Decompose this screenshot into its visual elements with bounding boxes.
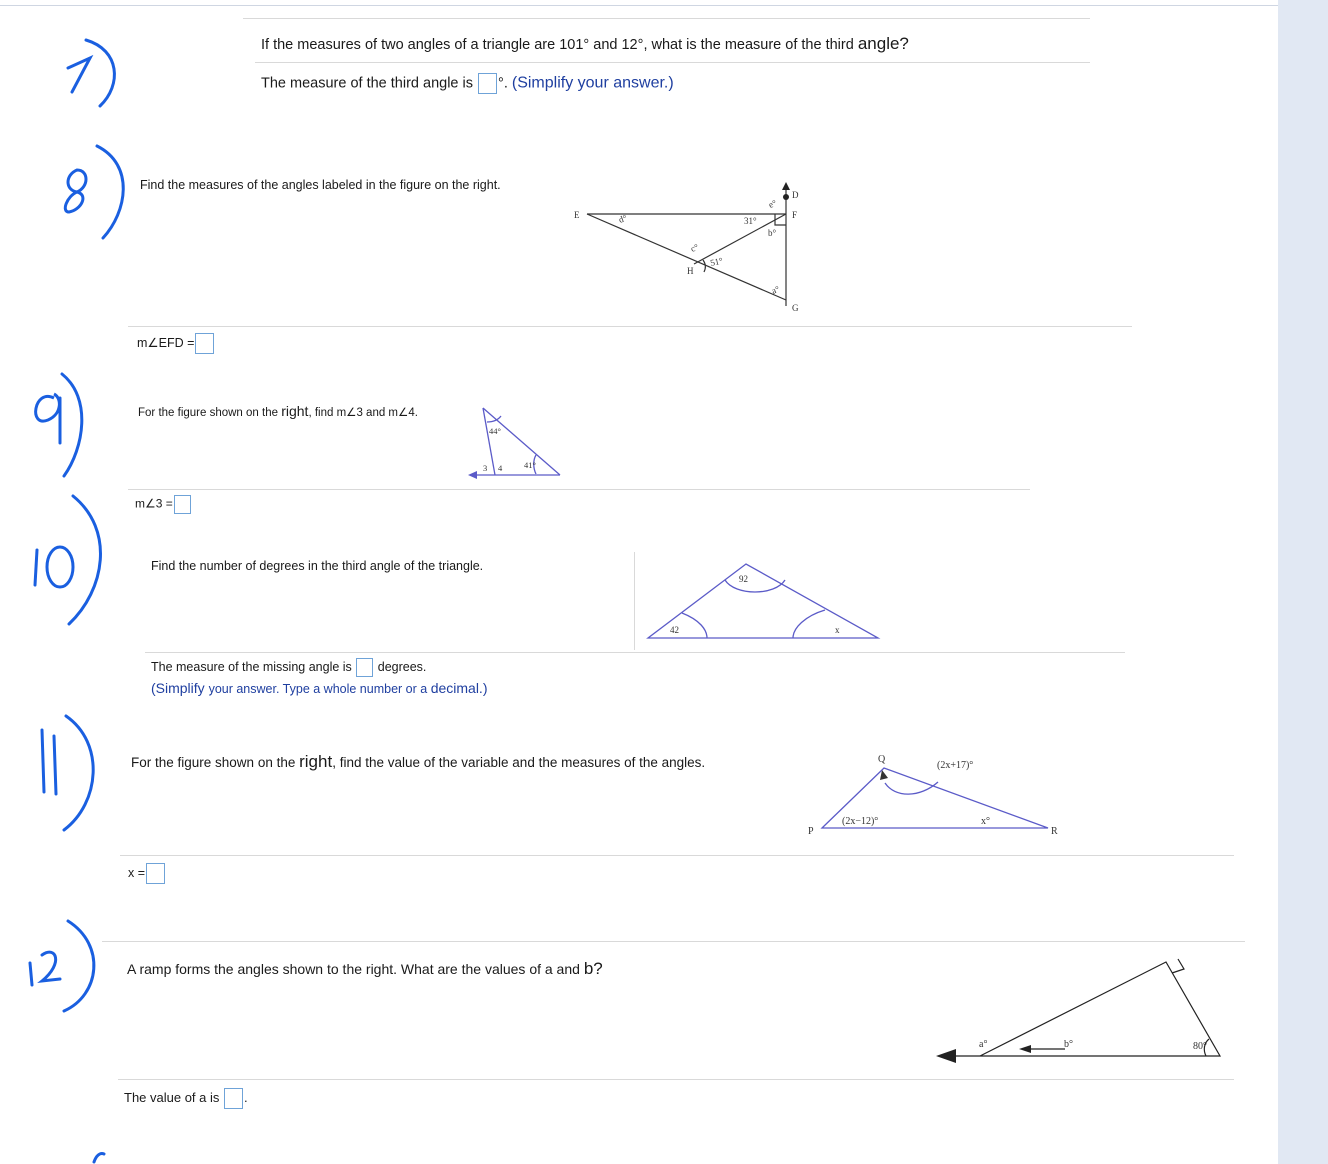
q8-label-31: 31° bbox=[744, 216, 757, 226]
q11-divider bbox=[120, 855, 1234, 856]
q9-question-word: right bbox=[281, 403, 309, 419]
q11-label-R: R bbox=[1051, 826, 1058, 837]
q8-label-E: E bbox=[574, 210, 580, 220]
q7-question-text-c: , what is the measure of the third bbox=[643, 37, 858, 53]
q7-question-last-word: angle? bbox=[857, 34, 909, 53]
q12-label-b: b° bbox=[1064, 1039, 1073, 1050]
q11-answer-label: x = bbox=[128, 865, 146, 880]
q10-figure bbox=[645, 560, 885, 644]
q11-question-word: right bbox=[299, 752, 333, 771]
q10-divider bbox=[145, 652, 1125, 653]
q11-label-2x-minus-12: (2x−12)° bbox=[842, 816, 879, 827]
q8-label-e: e° bbox=[767, 197, 778, 210]
q7-answer-prefix: The measure of the third angle is bbox=[261, 75, 478, 92]
q11-label-P: P bbox=[808, 826, 814, 837]
q10-label-42: 42 bbox=[670, 625, 679, 635]
q10-hint-a: (Simplify bbox=[151, 680, 209, 696]
handwritten-mark-bottom bbox=[90, 1148, 110, 1164]
q7-degree-b: ° bbox=[637, 37, 644, 53]
q12-answer-input[interactable] bbox=[224, 1088, 243, 1109]
q9-question-text-a: For the figure shown on the bbox=[138, 407, 282, 419]
q10-hint-b: your answer. Type a whole number or a bbox=[208, 682, 431, 696]
q8-label-d: d° bbox=[617, 212, 629, 225]
q7-degree-a: ° bbox=[583, 37, 590, 53]
q10-label-x: x bbox=[835, 625, 840, 635]
q9-label-4: 4 bbox=[498, 463, 503, 473]
q9-label-44: 44° bbox=[489, 426, 501, 436]
q8-label-a: a° bbox=[770, 283, 781, 296]
q9-question-text-b: , find m∠3 and m∠4. bbox=[308, 407, 418, 419]
q7-question bbox=[261, 34, 909, 54]
q10-question: Find the number of degrees in the third angle of the triangle. bbox=[151, 559, 484, 573]
q11-label-Q: Q bbox=[878, 754, 886, 765]
q10-hint-c: decimal.) bbox=[430, 680, 488, 696]
q8-figure bbox=[570, 178, 810, 316]
q12-answer-line bbox=[124, 1088, 248, 1109]
q8-label-G: G bbox=[792, 303, 799, 313]
q8-label-b: b° bbox=[768, 228, 777, 238]
q8-label-51: 51° bbox=[709, 255, 724, 268]
q8-label-H: H bbox=[687, 266, 694, 276]
q11-label-x: x° bbox=[981, 816, 990, 827]
q8-label-c: c° bbox=[689, 241, 700, 254]
q7-answer-hint: (Simplify your answer.) bbox=[511, 74, 674, 92]
q8-label-F: F bbox=[792, 210, 798, 220]
q9-figure bbox=[465, 404, 565, 480]
q12-label-80: 80° bbox=[1193, 1041, 1207, 1052]
q9-question bbox=[138, 403, 418, 419]
q7-answer-input[interactable] bbox=[478, 73, 497, 94]
q10-vertical-divider bbox=[634, 552, 635, 650]
q9-answer-line bbox=[135, 495, 192, 514]
q9-divider bbox=[128, 489, 1030, 490]
q10-answer-line bbox=[151, 658, 426, 677]
q8-question: Find the measures of the angles labeled in the figure on the right. bbox=[140, 178, 501, 192]
q10-hint bbox=[151, 680, 487, 696]
q8-label-D: D bbox=[792, 190, 799, 200]
q9-label-3: 3 bbox=[483, 463, 488, 473]
handwritten-number-9 bbox=[22, 368, 92, 483]
handwritten-number-11 bbox=[30, 708, 100, 833]
side-panel bbox=[1278, 0, 1328, 1164]
handwritten-number-12 bbox=[20, 915, 105, 1015]
q12-answer-suffix: . bbox=[244, 1089, 248, 1105]
handwritten-number-8 bbox=[55, 140, 135, 245]
q11-question bbox=[131, 752, 705, 772]
q12-divider bbox=[118, 1079, 1234, 1080]
q7-question-text-b: and 12 bbox=[589, 37, 638, 53]
q11-question-text-b: , find the value of the variable and the measures of the angles. bbox=[332, 755, 706, 770]
handwritten-number-10 bbox=[25, 490, 115, 630]
q11-question-text-a: For the figure shown on the bbox=[131, 755, 300, 770]
q12-question bbox=[127, 959, 603, 979]
q7-answer-suffix: °. bbox=[498, 75, 508, 92]
q8-answer-input[interactable] bbox=[195, 333, 214, 354]
q9-answer-label: m∠3 = bbox=[135, 496, 173, 511]
q8-answer-label: m∠EFD = bbox=[137, 335, 195, 350]
q12-question-text: A ramp forms the angles shown to the right. What are the values of a and bbox=[127, 961, 584, 977]
top-divider bbox=[0, 5, 1278, 6]
q11-answer-input[interactable] bbox=[146, 863, 165, 884]
q10-answer-prefix: The measure of the missing angle is bbox=[151, 659, 356, 674]
q8-answer-line bbox=[137, 333, 215, 354]
q12-answer-prefix: The value of a is bbox=[124, 1089, 223, 1105]
q11-answer-line bbox=[128, 863, 166, 884]
q11-figure bbox=[800, 748, 1070, 840]
q12-label-a: a° bbox=[979, 1039, 988, 1050]
q10-label-92: 92 bbox=[739, 574, 748, 584]
q7-top-rule bbox=[243, 18, 1090, 19]
q7-question-text-a: If the measures of two angles of a triangle are 101 bbox=[261, 37, 584, 53]
q12-question-last: b? bbox=[583, 959, 603, 978]
q7-answer-line bbox=[261, 73, 674, 94]
handwritten-number-7 bbox=[60, 30, 130, 110]
q9-label-41: 41° bbox=[524, 460, 536, 470]
q7-divider bbox=[255, 62, 1090, 63]
q9-answer-input[interactable] bbox=[174, 495, 191, 514]
q11-label-2x-plus-17: (2x+17)° bbox=[937, 760, 974, 771]
q8-divider bbox=[128, 326, 1132, 327]
q10-answer-input[interactable] bbox=[356, 658, 373, 677]
q12-top-rule bbox=[102, 941, 1245, 942]
q12-figure bbox=[930, 955, 1230, 1067]
q10-answer-suffix: degrees. bbox=[374, 659, 427, 674]
